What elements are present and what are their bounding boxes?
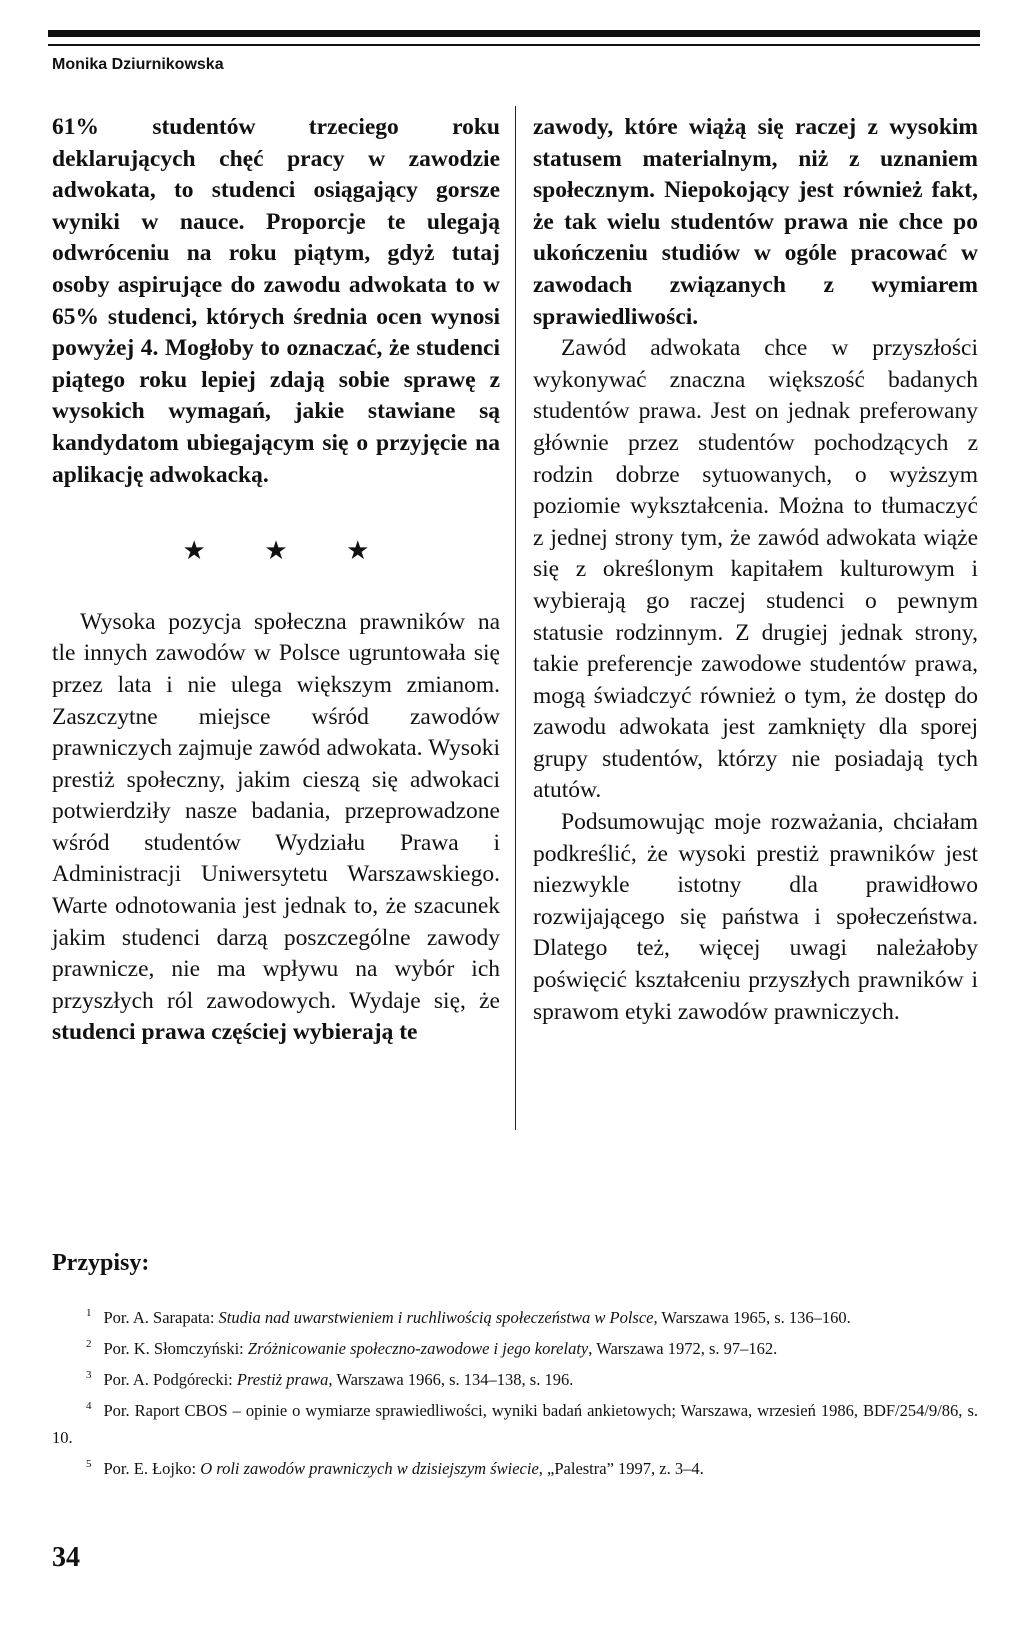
- right-bold-paragraph: zawody, które wiążą się raczej z wysokim statusem materialnym, niż z uznaniem społecznym. Niepokojący jest również fakt, że tak wielu studentów prawa nie chce po ukończeniu studiów w ogóle pracować w zawodach związanych z wymiarem sprawiedliwości.: [533, 114, 978, 330]
- right-paragraph-3: Podsumowując moje rozważania, chciałam podkreślić, że wysoki prestiż prawników jest niezwykle istotny dla prawidłowo rozwijającego się państwa i społeczeństwa. Dlatego też, więcej uwagi należałoby poświęcić kształceniu przyszłych prawników i sprawom etyki zawodów prawniczych.: [533, 809, 978, 1025]
- footnote-text-post: , Warszawa 1972, s. 97–162.: [588, 1339, 778, 1358]
- right-paragraph-2: Zawód adwokata chce w przyszłości wykonywać znaczna większość badanych studentów prawa. Jest on jednak preferowany głównie przez studentów pochodzących z rodzin dobrze sytuowanych, o wyższym poziomie wykształcenia. Można to tłumaczyć z jednej strony tym, że zawód adwokata wiąże się z określonym kapitałem kulturowym i wybierają go raczej studenci o pewnym statusie rodzinnym. Z drugiej jednak strony, takie preferencje zawodowe studentów prawa, mogą świadczyć również o tym, że dostęp do zawodu adwokata jest zamknięty dla sporej grupy studentów, którzy nie posiadają tych atutów.: [533, 335, 978, 804]
- footnote-number: 3: [86, 1369, 92, 1381]
- footnotes-title: Przypisy:: [52, 1250, 150, 1276]
- left-main-paragraph-text: Wysoka pozycja społeczna prawników na tle innych zawodów w Polsce ugruntowała się przez lata i nie ulega większym zmianom. Zaszczytne miejsce wśród zawodów prawniczych zajmuje zawód adwokata. Wysoki prestiż społeczny, jakim cieszą się adwokaci potwierdziły nasze badania, przeprowadzone wśród studentów Wydziału Prawa i Administracji Uniwersytetu Warszawskiego. Warte odnotowania jest jednak to, że szacunek jakim studenci darzą poszczególne zawody prawnicze, nie ma wpływu na wybór ich przyszłych ról zawodowych. Wydaje się, że: [52, 608, 500, 1014]
- left-column: [52, 112, 500, 1049]
- left-bold-paragraph: 61% studentów trzeciego roku deklarujących chęć pracy w zawodzie adwokata, to studenci osiągający gorsze wyniki w nauce. Proporcje te ulegają odwróceniu na roku piątym, gdyż tutaj osoby aspirujące do zawodu adwokata to w 65% studenci, których średnia ocen wynosi powyżej 4. Mogłoby to oznaczać, że studenci piątego roku lepiej zdają sobie sprawę z wysokich wymagań, jakie stawiane są kandydatom ubiegającym się o przyjęcie na aplikację adwokacką.: [52, 114, 500, 488]
- footnote-title: Zróżnicowanie społeczno-zawodowe i jego korelaty: [247, 1339, 589, 1358]
- header-rule-thin: [48, 44, 980, 46]
- footnote-item: [52, 1331, 978, 1362]
- footnote-text: Por. K. Słomczyński:: [103, 1339, 248, 1358]
- running-header-author: Monika Dziurnikowska: [52, 56, 224, 73]
- right-column: [533, 112, 978, 1028]
- footnote-item: [52, 1300, 978, 1331]
- footnote-title: O roli zawodów prawniczych w dzisiejszym świecie: [200, 1459, 539, 1478]
- section-separator-stars: ★ ★ ★: [182, 536, 396, 566]
- header-rule-thick: [48, 30, 980, 37]
- footnote-text: Por. E. Łojko:: [103, 1459, 201, 1478]
- footnote-text-post: , Warszawa 1965, s. 136–160.: [653, 1308, 851, 1327]
- footnote-number: 4: [86, 1400, 92, 1412]
- footnote-number: 5: [86, 1458, 92, 1470]
- page-number: 34: [52, 1542, 80, 1573]
- footnote-text: Por. A. Sarapata:: [103, 1308, 219, 1327]
- footnote-text: Por. Raport CBOS – opinie o wymiarze sprawiedliwości, wyniki badań ankietowych; Warszawa, wrzesień 1986, BDF/254/9/86, s. 10.: [52, 1401, 978, 1447]
- footnotes-list: [52, 1300, 978, 1482]
- footnote-text: Por. A. Podgórecki:: [103, 1370, 237, 1389]
- footnote-text-post: , Warszawa 1966, s. 134–138, s. 196.: [328, 1370, 574, 1389]
- column-divider: [515, 106, 516, 1130]
- footnote-title: Studia nad uwarstwieniem i ruchliwością społeczeństwa w Polsce: [218, 1308, 654, 1327]
- left-main-paragraph-bold-end: studenci prawa częściej wybierają te: [52, 1019, 418, 1046]
- footnote-item: [52, 1393, 978, 1451]
- footnote-number: 2: [86, 1338, 92, 1350]
- footnote-text-post: , „Palestra” 1997, z. 3–4.: [538, 1459, 704, 1478]
- footnote-item: [52, 1362, 978, 1393]
- footnote-title: Prestiż prawa: [236, 1370, 329, 1389]
- left-main-paragraph: [52, 607, 500, 1049]
- footnote-number: 1: [86, 1307, 92, 1319]
- footnote-item: [52, 1451, 978, 1482]
